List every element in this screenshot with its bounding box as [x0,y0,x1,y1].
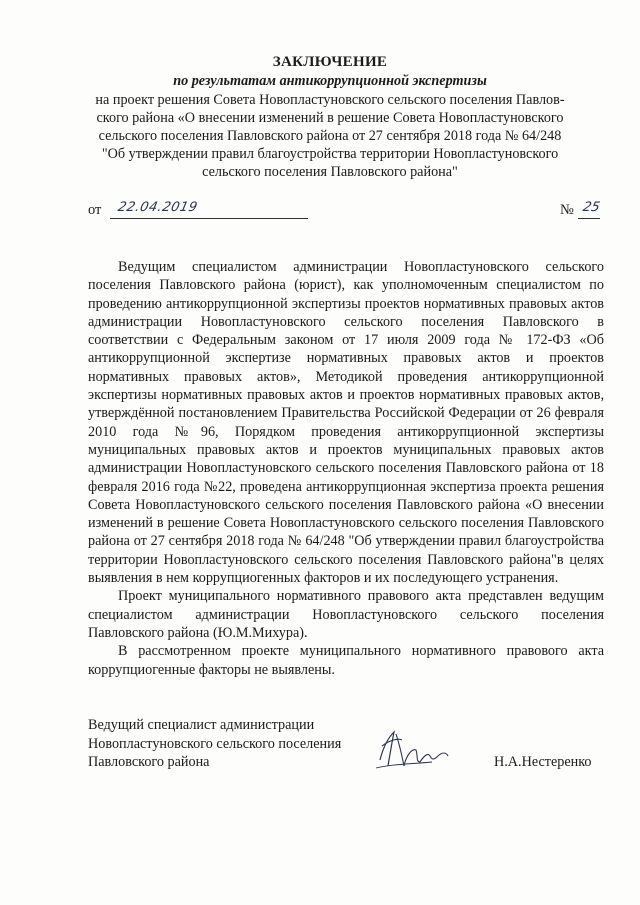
body-paragraph: Ведущим специалистом администрации Новопластуновского сельского поселения Павловского района (юрист), как уполномоченным специалистом по проведению антикоррупционной экспертизы проектов нормативных правовых актов администрации Новопластуновского сельского поселения Павловского в соответствии с Федеральным законом от 17 июля 2009 года № 172-ФЗ «Об антикоррупционной экспертизе нормативных правовых актов и проектов нормативных правовых актов», Методикой проведения антикоррупционной экспертизы нормативных правовых актов и проектов нормативных правовых актов, утверждённой постановлением Правительства Российской Федерации от 26 февраля 2010 года №96, Порядком проведения антикоррупционной экспертизы муниципальных правовых актов и проектов муниципальных правовых актов администрации Новопластуновского сельского поселения Павловского района от 18 февраля 2016 года №22, проведена антикоррупционная экспертиза проекта решения Совета Новопластуновского сельского поселения Павловского района «О внесении изменений в решение Совета Новопластуновского сельского поселения Павловского района от 27 сентября 2018 года № 64/248 "Об утверждении правил благоустройства территории Новопластуновского сельского поселения Павловского района"в целях выявления в нем коррупциогенных факторов и их последующего устранения. [88,259,604,587]
subject-line: на проект решения Совета Новопластуновского сельского поселения Павлов- [95,92,565,108]
number-underline [578,218,600,219]
document-subtitle: по результатам антикоррупционной экспертизы [173,73,487,89]
position-line: Павловского района [88,754,210,770]
position-line: Ведущий специалист администрации [88,717,315,733]
handwritten-signature [372,726,462,772]
body-paragraph: Проект муниципального нормативного правового акта представлен ведущим специалистом администрации Новопластуновского сельского поселения Павловского района (Ю.М.Михура). [88,588,604,641]
document-header [60,52,600,181]
document-title: ЗАКЛЮЧЕНИЕ [272,54,388,70]
date-number-row [88,200,603,222]
handwritten-date: 22.04.2019 [116,200,200,215]
subject-line: "Об утверждении правил благоустройства территории Новопластуновского [101,146,559,162]
document-subject [60,91,600,181]
signer-name: Н.А.Нестеренко [494,754,592,770]
date-label: от [88,202,102,218]
subject-line: сельского поселения Павловского района" [202,164,458,180]
conclusion-paragraph: В рассмотренном проекте муниципального нормативного правового акта коррупциогенные факторы не выявлены. [88,643,604,678]
subject-line: ского района «О внесении изменений в решение Совета Новопластуновского [96,110,564,126]
position-line: Новопластуновского сельского поселения [88,735,342,752]
document-body [88,258,604,679]
signatory-position [88,716,363,772]
date-underline [110,218,308,219]
number-label: № [560,202,574,218]
subject-line: сельского поселения Павловского района от 27 сентября 2018 года № 64/248 [98,128,562,144]
handwritten-number: 25 [581,200,602,215]
